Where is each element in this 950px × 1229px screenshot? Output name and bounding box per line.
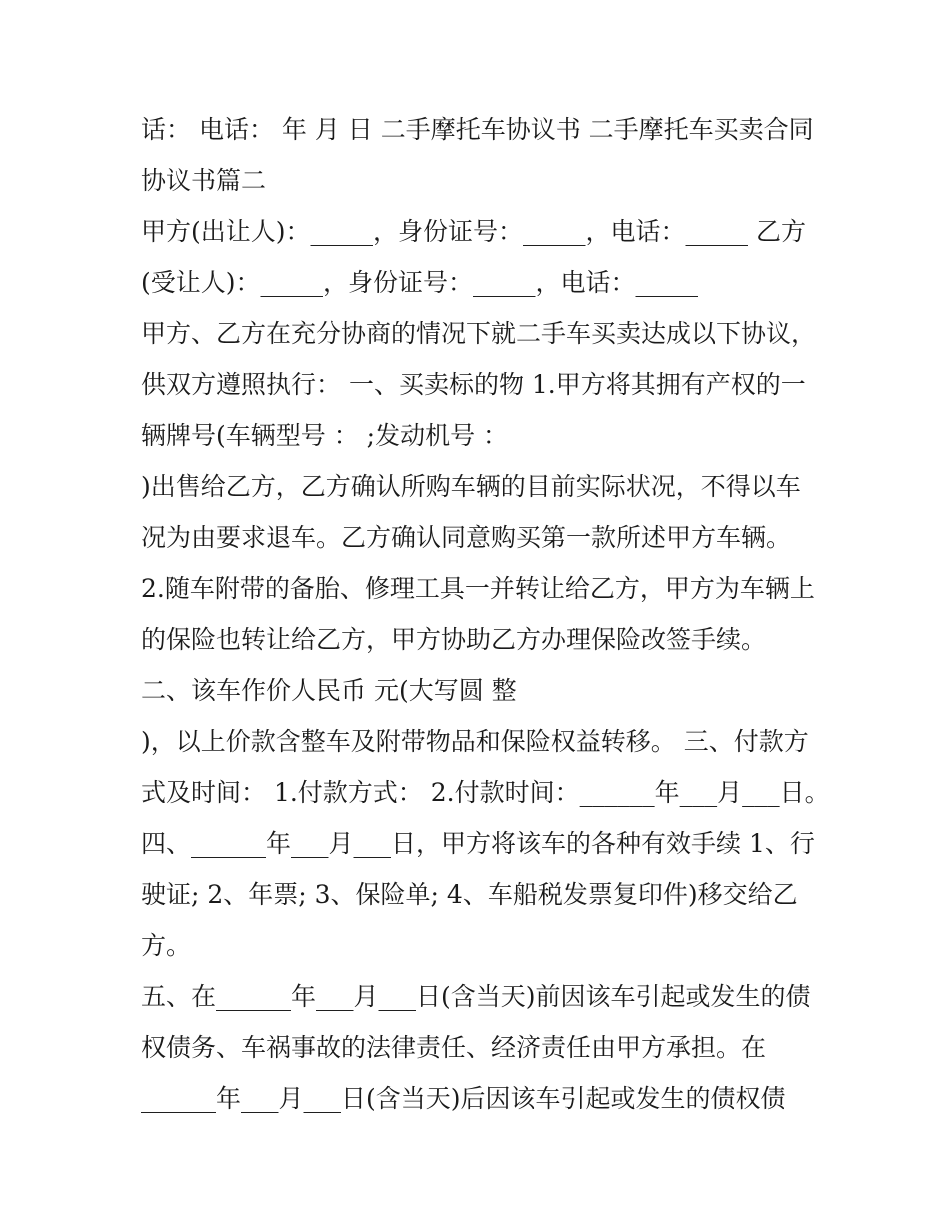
text-line: 甲方(出让人)：_____，身份证号：_____，电话：_____ 乙方 (141, 217, 806, 246)
text-line: 二、该车作价人民币 元(大写圆 整 (141, 676, 517, 705)
text-line: )，以上价款含整车及附带物品和保险权益转移。 三、付款方 (141, 727, 809, 756)
text-line: 五、在______年___月___日(含当天)前因该车引起或发生的债 (141, 982, 811, 1011)
text-line: 况为由要求退车。乙方确认同意购买第一款所述甲方车辆。 (141, 523, 792, 552)
text-line: 甲方、乙方在充分协商的情况下就二手车买卖达成以下协议， (141, 319, 817, 348)
text-line: 协议书篇二 (141, 166, 267, 195)
document-body (141, 104, 830, 1124)
text-line: 式及时间： 1.付款方式： 2.付款时间：______年___月___日。 (141, 778, 830, 807)
text-line: 话： 电话： 年 月 日 二手摩托车协议书 二手摩托车买卖合同 (141, 115, 814, 144)
text-line: 辆牌号(车辆型号 ： ;发动机号 ： (141, 421, 509, 450)
text-line: 四、______年___月___日，甲方将该车的各种有效手续 1、行 (141, 829, 815, 858)
text-line: 的保险也转让给乙方，甲方协助乙方办理保险改签手续。 (141, 625, 767, 654)
text-line: ______年___月___日(含当天)后因该车引起或发生的债权债 (141, 1084, 786, 1113)
text-line: )出售给乙方，乙方确认所购车辆的目前实际状况，不得以车 (141, 472, 801, 501)
text-line: 方。 (141, 931, 192, 960)
text-line: 2.随车附带的备胎、修理工具一并转让给乙方，甲方为车辆上 (141, 574, 815, 603)
text-line: 权债务、车祸事故的法律责任、经济责任由甲方承担。在 (141, 1033, 767, 1062)
text-line: 供双方遵照执行： 一、买卖标的物 1.甲方将其拥有产权的一 (141, 370, 806, 399)
text-line: (受让人)：_____，身份证号：_____，电话：_____ (141, 268, 699, 297)
text-line: 驶证; 2、年票; 3、保险单; 4、车船税发票复印件)移交给乙 (141, 880, 798, 909)
